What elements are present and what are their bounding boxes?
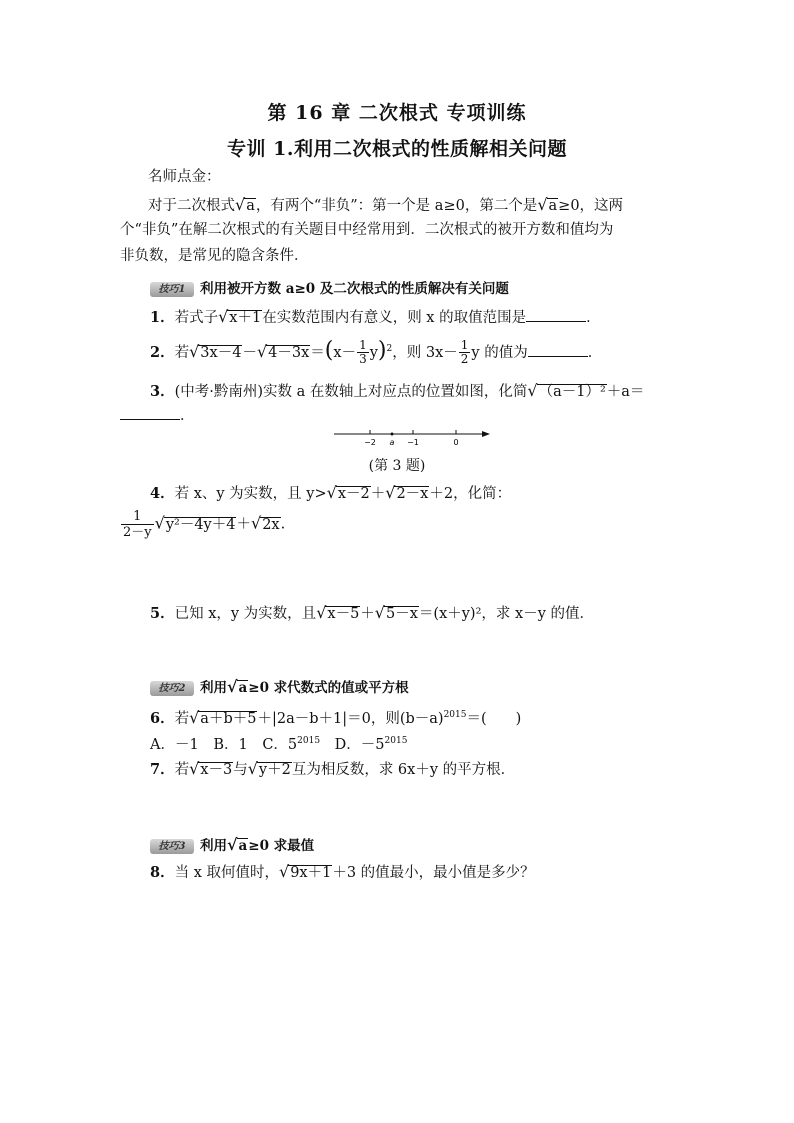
intro-line-2: 个“非负”在解二次根式的有关题目中经常用到．二次根式的被开方数和值均为 <box>120 222 614 238</box>
page-title: 第 16 章 二次根式 专项训练 <box>267 102 527 124</box>
label-a: a <box>389 438 395 447</box>
question-8: 8．当 x 取何值时，√9x＋1＋3 的值最小，最小值是多少？ <box>150 862 535 881</box>
label-neg1: −1 <box>407 438 419 447</box>
intro-line-1: 对于二次根式√a，有两个“非负”：第一个是 a≥0，第二个是√a≥0，这两 <box>148 195 624 214</box>
question-3-blank-line: ． <box>120 405 195 427</box>
option-c[interactable]: C．$5^{2015}$ <box>262 736 321 753</box>
section-1-heading: 技巧1 利用被开方数 a≥0 及二次根式的性质解决有关问题 <box>150 278 509 300</box>
point-a <box>391 433 394 436</box>
label-0: 0 <box>453 438 459 447</box>
question-3: 3．(中考·黔南州)实数 a 在数轴上对应点的位置如图，化简√（a－1）²＋a＝ <box>150 381 645 400</box>
figure-caption: (第 3 题) <box>368 458 426 474</box>
question-4-expression: $\frac{1}{2-y}$ √y²－4y＋4＋√2x. <box>123 509 286 540</box>
option-d[interactable]: D．$-5^{2015}$ <box>334 736 408 753</box>
answer-blank[interactable] <box>528 342 588 357</box>
number-line-arrow <box>482 431 490 437</box>
answer-blank[interactable] <box>526 307 586 322</box>
section-2-badge: 技巧2 <box>150 681 194 696</box>
label-neg2: −2 <box>364 438 376 447</box>
question-2: 2．若√3x－4－√4－3x＝(x－ $\frac{1}{3}$ y)$^2$，则 3x－ $\frac{1}{2}$ y 的值为 ． <box>150 337 603 367</box>
section-1-badge: 技巧1 <box>150 282 194 297</box>
question-6-options <box>150 730 407 756</box>
question-4: 4．若 x、y 为实数，且 y>√x－2＋√2－x＋2，化简： <box>150 483 512 502</box>
section-2-heading: 技巧2 利用√a≥0 求代数式的值或平方根 <box>150 676 409 699</box>
section-3-heading: 技巧3 利用√a≥0 求最值 <box>150 834 314 857</box>
section-3-badge: 技巧3 <box>150 839 194 854</box>
intro-line-3: 非负数，是常见的隐含条件． <box>120 248 309 264</box>
option-b[interactable]: B．1 <box>213 736 248 753</box>
answer-blank[interactable] <box>120 405 180 420</box>
question-1: 1．若式子√x＋1在实数范围内有意义，则 x 的取值范围是 ． <box>150 307 601 326</box>
question-7: 7．若√x－3与√y＋2互为相反数，求 6x＋y 的平方根． <box>150 759 516 778</box>
option-a[interactable]: A．－1 <box>150 736 199 753</box>
question-6: 6．若√a＋b＋5＋|2a－b＋1|＝0，则$(b-a)^{2015}=$( ) <box>150 707 522 727</box>
number-line-figure <box>330 426 500 448</box>
question-5: 5．已知 x，y 为实数，且√x－5＋√5－x＝(x＋y)²，求 x－y 的值． <box>150 603 594 622</box>
page-subtitle: 专训 1.利用二次根式的性质解相关问题 <box>227 138 567 160</box>
intro-label: 名师点金： <box>148 169 221 185</box>
